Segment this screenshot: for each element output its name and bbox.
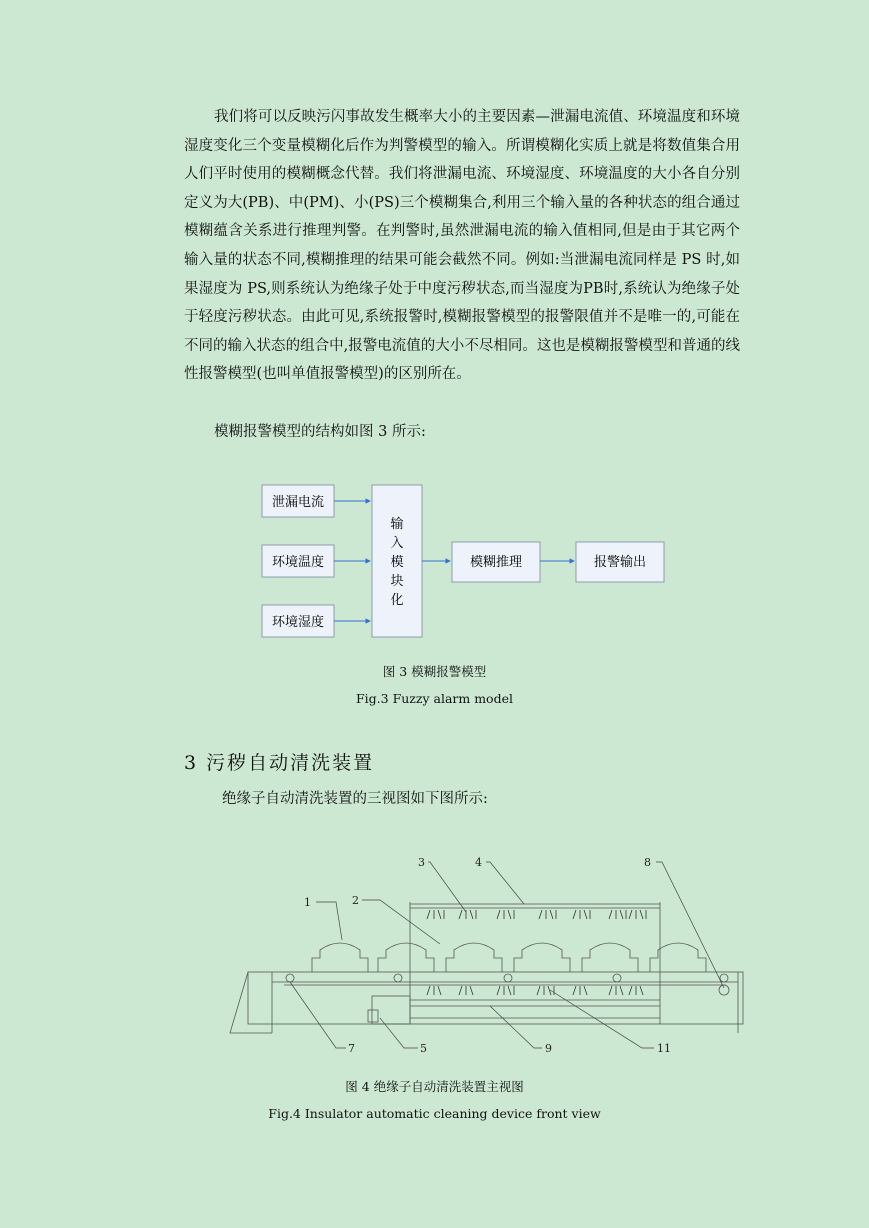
svg-text:化: 化	[390, 593, 404, 608]
figure3-caption-en: Fig.3 Fuzzy alarm model	[356, 691, 513, 706]
svg-text:环境湿度: 环境湿度	[271, 615, 325, 630]
lower-brushes	[427, 986, 643, 995]
cleaning-device-front-view	[0, 840, 869, 1065]
base-frame	[230, 972, 743, 1033]
top-brushes	[427, 910, 646, 919]
conveyor-rollers	[286, 974, 729, 995]
insulators	[312, 943, 706, 972]
body-paragraph-1: 我们将可以反映污闪事故发生概率大小的主要因素—泄漏电流值、环境温度和环境湿度变化三个变量模糊化后作为判警模型的输入。所谓模糊化实质上就是将数值集合用人们平时使用的模糊概念代替。我们将泄漏电流、环境湿度、环境温度的大小各自分别定义为大(PB)、中(PM)、小(PS)三个模糊集合,利用三个输入量的各种状态的组合通过模糊蕴含关系进行推理判警。在判警时,虽然泄漏电流的输入值相同,但是由于其它两个输入量的状态不同,模糊推理的结果可能会截然不同。例如:当泄漏电流同样是 PS 时,如果湿度为 PS,则系统认为绝缘子处于中度污秽状态,而当湿度为PB时,系统认为绝缘子处于轻度污秽状态。由此可见,系统报警时,模糊报警模型的报警限值并不是唯一的,可能在不同的输入状态的组合中,报警电流值的大小不尽相同。这也是模糊报警模型和普通的线性报警模型(也叫单值报警模型)的区别所在。	[184, 109, 740, 383]
section-heading: 3 污秽自动清洗装置	[184, 752, 375, 774]
input-box-temperature	[262, 545, 334, 577]
figure4-caption-en: Fig.4 Insulator automatic cleaning device front view	[268, 1106, 601, 1121]
svg-text:报警输出: 报警输出	[593, 555, 647, 570]
fuzzification-module-box	[372, 485, 422, 637]
callout-1: 1	[304, 896, 311, 909]
callout-4: 4	[475, 856, 482, 869]
svg-text:模: 模	[390, 555, 404, 570]
callout-8: 8	[644, 856, 651, 869]
callout-7: 7	[348, 1042, 355, 1055]
callout-9: 9	[545, 1042, 552, 1055]
callout-3: 3	[418, 856, 425, 869]
svg-text:入: 入	[390, 536, 404, 551]
body-paragraph-2: 模糊报警模型的结构如图 3 所示:	[214, 424, 426, 440]
callout-2: 2	[352, 894, 359, 907]
callout-11: 11	[657, 1042, 671, 1055]
svg-text:块: 块	[390, 574, 404, 589]
alarm-output-box	[576, 542, 664, 582]
callout-leaders	[290, 862, 724, 1048]
figure3-caption-cn: 图 3 模糊报警模型	[382, 664, 487, 679]
figure4-caption-cn: 图 4 绝缘子自动清洗装置主视图	[345, 1079, 524, 1094]
fuzzy-inference-box	[452, 542, 540, 582]
input-box-humidity	[262, 605, 334, 637]
svg-text:泄漏电流: 泄漏电流	[271, 495, 325, 510]
svg-text:模糊推理: 模糊推理	[469, 555, 523, 570]
fuzzy-alarm-model-diagram	[0, 470, 869, 650]
callout-5: 5	[420, 1042, 427, 1055]
svg-text:环境温度: 环境温度	[271, 555, 325, 570]
svg-text:输: 输	[390, 517, 404, 532]
body-paragraph-3: 绝缘子自动清洗装置的三视图如下图所示:	[222, 791, 488, 807]
input-box-leakage-current	[262, 485, 334, 517]
